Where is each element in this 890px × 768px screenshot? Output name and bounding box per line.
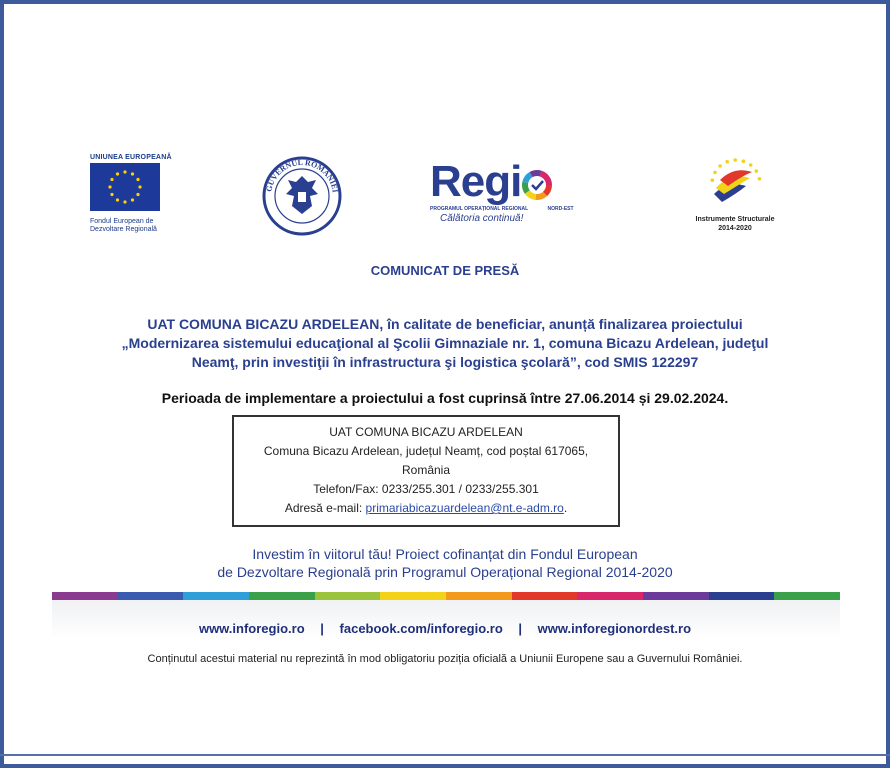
rainbow-segment [183, 592, 249, 600]
rainbow-segment [380, 592, 446, 600]
eu-logo-bottom-line1: Fondul European de [90, 218, 154, 225]
is-star [718, 164, 722, 168]
rainbow-segment [709, 592, 775, 600]
is-star [758, 177, 762, 181]
regio-logo-subtitle [430, 206, 600, 212]
regio-logo-word: Regi [430, 157, 522, 206]
footer-separator: | [320, 621, 324, 636]
government-seal-icon [262, 156, 342, 236]
eu-star [123, 200, 126, 203]
is-star [713, 171, 717, 175]
eu-star [136, 193, 139, 196]
contact-box [232, 415, 620, 527]
logo-strip [80, 150, 780, 240]
frame-top-border [0, 0, 890, 4]
contact-email-link[interactable]: primariabicazuardelean@nt.e-adm.ro [365, 501, 564, 515]
eu-star [136, 178, 139, 181]
is-star [725, 160, 729, 164]
footer-separator: | [518, 621, 523, 636]
eu-star [116, 172, 119, 175]
slogan [0, 545, 890, 581]
contact-name: UAT COMUNA BICAZU ARDELEAN [329, 425, 523, 439]
disclaimer: Conținutul acestui material nu reprezintă în mod obligatoriu poziția oficială a Uniunii Europene sau a Guvernului României. [147, 653, 743, 665]
is-star [755, 169, 759, 173]
regio-subtitle-left: PROGRAMUL OPERAȚIONAL REGIONAL [430, 206, 529, 212]
frame-bottom-border [0, 764, 890, 768]
eu-logo-bottom-line2: Dezvoltare Regională [90, 226, 157, 233]
footer-links [0, 621, 890, 636]
is-star [711, 178, 715, 182]
rainbow-segment [118, 592, 184, 600]
is-caption-line2: 2014-2020 [718, 225, 752, 232]
regio-subtitle-right: NORD-EST [547, 206, 574, 212]
eu-star [138, 185, 141, 188]
is-star [742, 159, 746, 163]
is-star [749, 163, 753, 167]
eu-logo-bottom-text [90, 218, 180, 234]
eu-star [123, 170, 126, 173]
eu-star [131, 172, 134, 175]
implementation-period: Perioada de implementare a proiectului a fost cuprinsă între 27.06.2014 și 29.02.2024. [161, 390, 729, 406]
slogan-line2: de Dezvoltare Regională prin Programul Operațional Regional 2014-2020 [217, 564, 673, 580]
footer-link-inforegionordest[interactable]: www.inforegionordest.ro [537, 621, 692, 636]
eu-logo-top-text: UNIUNEA EUROPEANĂ [90, 154, 172, 161]
eu-star [131, 198, 134, 201]
contact-email-row [234, 499, 618, 518]
instrumente-structurale-caption [685, 215, 785, 233]
slogan-line1: Investim în viitorul tău! Proiect cofinanțat din Fondul European [252, 546, 638, 562]
eu-flag-icon [90, 163, 160, 211]
press-intro-line2: „Modernizarea sistemului educaţional al Şcolii Gimnaziale nr. 1, comuna Bicazu Ardelean, judeţul [121, 335, 769, 351]
press-intro [100, 315, 790, 372]
is-star [733, 158, 737, 162]
eu-star [110, 193, 113, 196]
eu-star [108, 185, 111, 188]
rainbow-segment [446, 592, 512, 600]
government-seal-text: GUVERNUL ROMÂNIEI [264, 157, 340, 194]
footer-link-inforegio[interactable]: www.inforegio.ro [198, 621, 305, 636]
contact-address-line1: Comuna Bicazu Ardelean, județul Neamț, cod poștal 617065, [263, 444, 589, 458]
contact-phone: Telefon/Fax: 0233/255.301 / 0233/255.301 [313, 482, 539, 496]
eu-logo [90, 154, 180, 234]
rainbow-band [52, 592, 840, 600]
press-intro-line1: UAT COMUNA BICAZU ARDELEAN, în calitate de beneficiar, anunță finalizarea proiectului [147, 316, 743, 332]
rainbow-segment [643, 592, 709, 600]
instrumente-structurale-logo [685, 154, 785, 240]
footer-link-facebook[interactable]: facebook.com/inforegio.ro [339, 621, 503, 636]
rainbow-segment [249, 592, 315, 600]
rainbow-segment [315, 592, 381, 600]
rainbow-segment [577, 592, 643, 600]
contact-address-line2: România [401, 463, 451, 477]
regio-color-wheel-icon [522, 170, 552, 200]
eu-star [116, 198, 119, 201]
rainbow-segment [512, 592, 578, 600]
contact-email-end: . [563, 501, 568, 515]
regio-tagline: Călătoria continuă! [440, 213, 524, 224]
regio-logo [430, 157, 600, 240]
frame-bottom-line [0, 754, 890, 756]
rainbow-segment [774, 592, 840, 600]
rainbow-segment [52, 592, 118, 600]
instrumente-structurale-icon [700, 154, 770, 210]
press-intro-line3: Neamţ, prin investiţii în infrastructura şi logistica şcolară”, cod SMIS 122297 [191, 354, 699, 370]
is-caption-line1: Instrumente Structurale [695, 216, 775, 223]
press-release-title: COMUNICAT DE PRESĂ [370, 263, 520, 278]
eu-star [110, 178, 113, 181]
contact-email-label: Adresă e-mail: [284, 501, 363, 515]
